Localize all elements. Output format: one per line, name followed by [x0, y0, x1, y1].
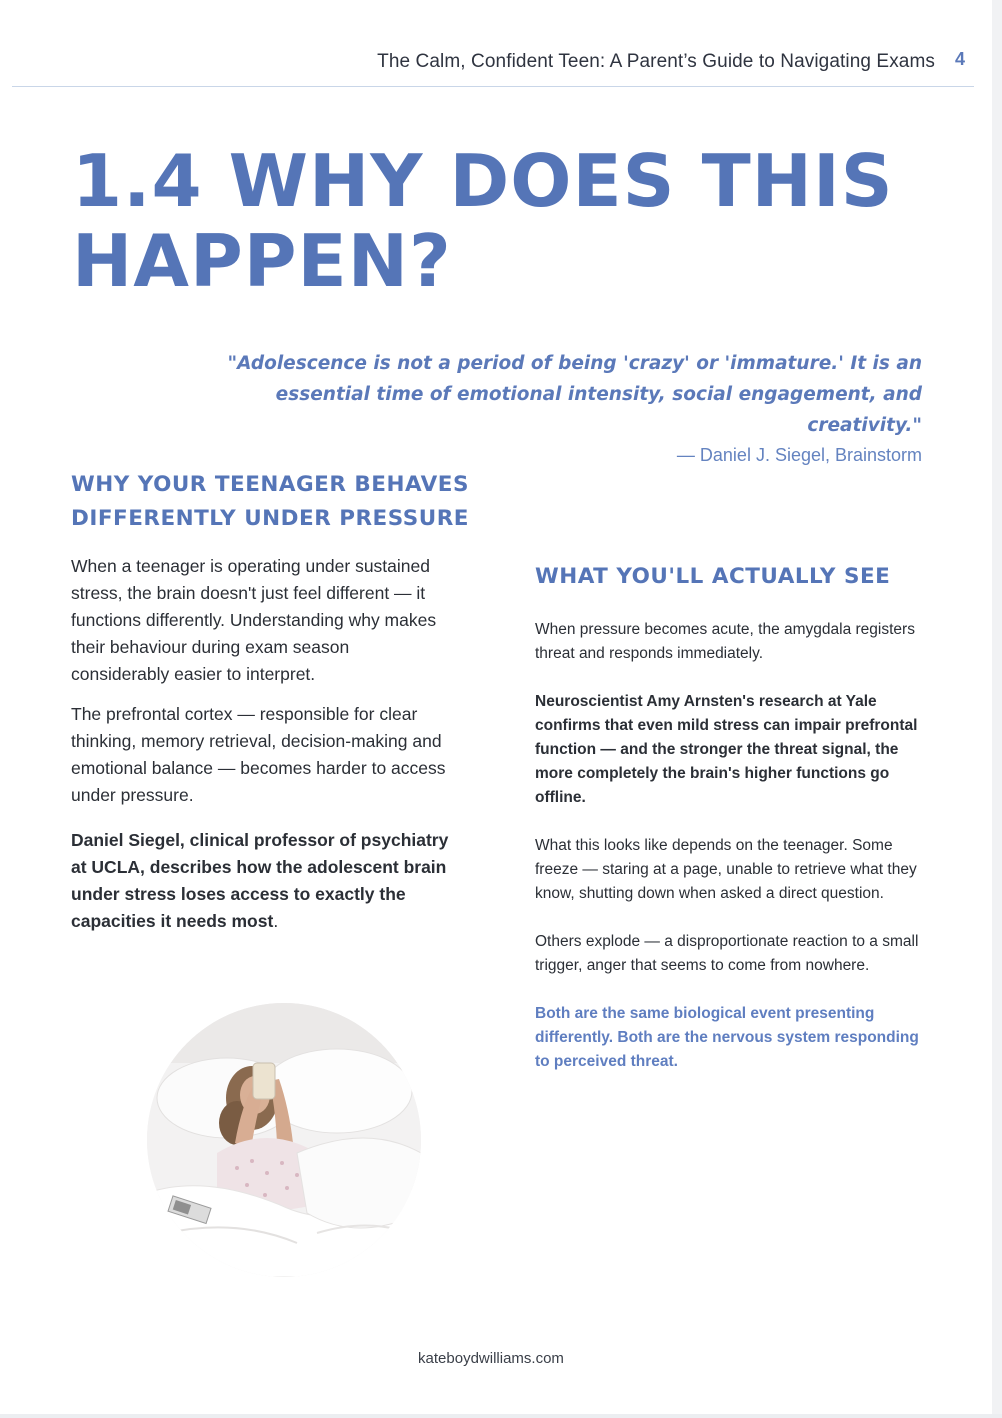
teen-in-bed-photo	[147, 1003, 421, 1277]
body-paragraph: The prefrontal cortex — responsible for clear thinking, memory retrieval, decision-making and emotional balance — becomes harder to access under pressure.	[71, 704, 446, 805]
right-section-heading: WHAT YOU'LL ACTUALLY SEE	[535, 564, 891, 589]
left-column-body	[71, 553, 451, 948]
footer-website: kateboydwilliams.com	[418, 1350, 564, 1367]
body-paragraph: When pressure becomes acute, the amygdala registers threat and responds immediately.	[535, 621, 915, 662]
body-paragraph: Others explode — a disproportionate reaction to a small trigger, anger that seems to come from nowhere.	[535, 933, 919, 974]
emphasis-paragraph	[71, 827, 451, 935]
page-edge-bottom	[0, 1414, 1002, 1418]
emphasis-paragraph: Neuroscientist Amy Arnsten's research at Yale confirms that even mild stress can impair prefrontal function — and the stronger the threat signal, the more completely the brain's higher functions go offline.	[535, 693, 918, 806]
page-edge	[992, 0, 1002, 1418]
quote-attribution: — Daniel J. Siegel, Brainstorm	[676, 445, 922, 465]
emphasis-period: .	[273, 911, 279, 931]
body-paragraph: When a teenager is operating under sustained stress, the brain doesn't just feel different — it functions differently. Understanding why makes their behaviour during exam season considerably easier to interpret.	[71, 556, 437, 684]
right-column-body	[535, 618, 920, 1098]
page-title: 1.4 WHY DOES THIS HAPPEN?	[72, 139, 894, 303]
left-section-heading: WHY YOUR TEENAGER BEHAVES DIFFERENTLY UNDER PRESSURE	[71, 472, 469, 531]
quote-text: "Adolescence is not a period of being 'crazy' or 'immature.' It is an essential time of emotional intensity, social engagement, and creativity."	[227, 353, 922, 436]
page-number: 4	[955, 49, 966, 69]
body-paragraph: What this looks like depends on the teenager. Some freeze — staring at a page, unable to retrieve what they know, shutting down when asked a direct question.	[535, 837, 917, 902]
pull-quote	[202, 348, 922, 467]
emphasis-text: Daniel Siegel, clinical professor of psychiatry at UCLA, describes how the adolescent brain under stress loses access to exactly the capacities it needs most	[71, 830, 449, 931]
highlight-paragraph: Both are the same biological event presenting differently. Both are the nervous system responding to perceived threat.	[535, 1005, 919, 1070]
header-divider	[12, 86, 974, 87]
photo-illustration	[147, 1003, 421, 1277]
running-header-title: The Calm, Confident Teen: A Parent’s Guide to Navigating Exams	[377, 51, 935, 72]
